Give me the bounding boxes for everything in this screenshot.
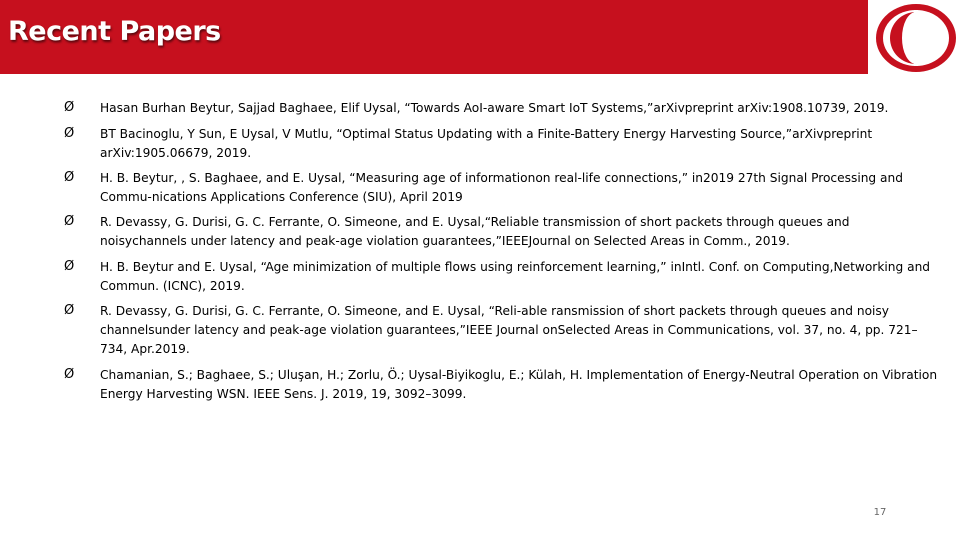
reference-text: H. B. Beytur and E. Uysal, “Age minimization of multiple flows using reinforcement learning,” inIntl. Conf. on Computing,Networking and Commun. (ICNC), 2019.	[100, 260, 931, 293]
arrow-bullet-icon: Ø	[64, 170, 75, 185]
arrow-bullet-icon: Ø	[64, 214, 75, 229]
arrow-bullet-icon: Ø	[64, 303, 75, 318]
arrow-bullet-icon: Ø	[64, 367, 75, 382]
arrow-bullet-icon: Ø	[64, 126, 75, 141]
reference-text: BT Bacinoglu, Y Sun, E Uysal, V Mutlu, “Optimal Status Updating with a Finite-Battery Energy Harvesting Source,”arXivpreprint arXiv:1905.06679, 2019.	[100, 127, 873, 160]
arrow-bullet-icon: Ø	[64, 259, 75, 274]
reference-text: Chamanian, S.; Baghaee, S.; Uluşan, H.; Zorlu, Ö.; Uysal-Biyikoglu, E.; Külah, H. Implementation of Energy-Neutral Operation on Vibration Energy Harvesting WSN. IEEE Sens. J. 2019, 19, 3092–3099.	[100, 368, 938, 401]
page-number: 17	[873, 507, 887, 518]
arrow-bullet-icon: Ø	[64, 100, 75, 115]
reference-text: Hasan Burhan Beytur, Sajjad Baghaee, Elif Uysal, “Towards AoI-aware Smart IoT Systems,”arXivpreprint arXiv:1908.10739, 2019.	[100, 101, 889, 115]
reference-text: R. Devassy, G. Durisi, G. C. Ferrante, O. Simeone, and E. Uysal, “Reli-able ransmission of short packets through queues and noisy channelsunder latency and peak-age violation guarantees,”IEEE Journal onSelected Areas in Communications, vol. 37, no. 4, pp. 721–734, Apr.2019.	[100, 304, 918, 356]
page-title: Recent Papers	[8, 16, 221, 47]
reference-text: H. B. Beytur, , S. Baghaee, and E. Uysal, “Measuring age of informationon real-life connections,” in2019 27th Signal Processing and Commu-nications Applications Conference (SIU), April 2019	[100, 171, 903, 204]
reference-text: R. Devassy, G. Durisi, G. C. Ferrante, O. Simeone, and E. Uysal,“Reliable transmission of short packets through queues and noisychannels under latency and peak-age violation guarantees,”IEEEJournal on Selected Areas in Comm., 2019.	[100, 215, 850, 248]
